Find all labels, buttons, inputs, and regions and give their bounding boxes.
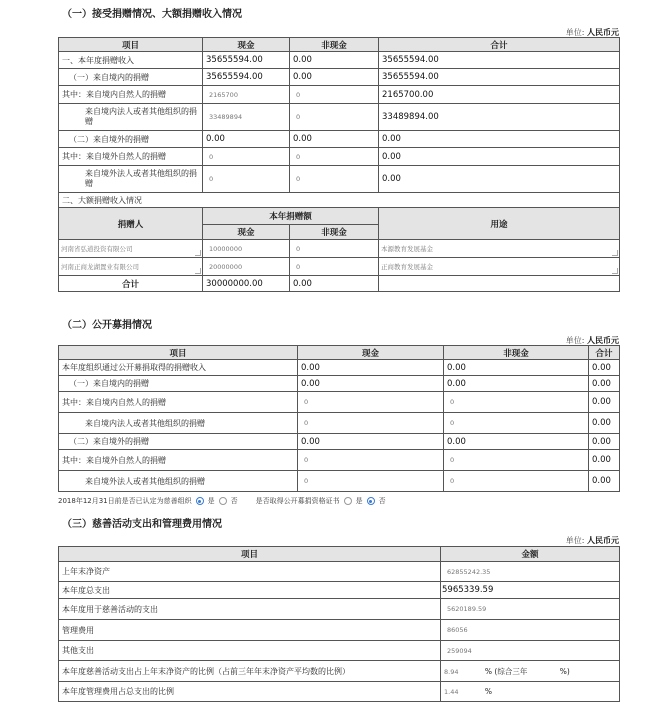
row-label: 其中：来自境内自然人的捐赠 — [59, 86, 203, 104]
table-row — [59, 450, 620, 471]
noncash-input[interactable]: 0 — [444, 392, 589, 413]
noncash-input[interactable]: 0 — [444, 413, 589, 434]
total-field: 35655594.00 — [379, 52, 620, 69]
section1-title: （一）接受捐赠情况、大额捐赠收入情况 — [62, 9, 242, 20]
table-row — [59, 131, 620, 148]
row-label: 来自境外法人或者其他组织的捐赠 — [59, 471, 298, 492]
ratio2-label: 本年度管理费用占总支出的比例 — [59, 682, 441, 702]
ratio1-label: 本年度慈善活动支出占上年末净资产的比例（占前三年年末净资产平均数的比例） — [59, 661, 441, 682]
fundraising-yes-label: 是 — [355, 497, 363, 505]
row-label: 一、本年度捐赠收入 — [59, 52, 203, 69]
total-field: 33489894.00 — [379, 104, 620, 131]
total-field: 0.00 — [589, 434, 620, 450]
donation-table — [58, 37, 620, 292]
table-row — [59, 276, 620, 292]
use-input[interactable]: 正商教育发展基金 — [379, 258, 620, 276]
table-row — [59, 413, 620, 434]
cash-input[interactable]: 10000000 — [203, 240, 290, 258]
row-label: 其中：来自境内自然人的捐赠 — [59, 392, 298, 413]
noncash-field[interactable]: 0.00 — [290, 52, 379, 69]
col-header-cash: 现金 — [298, 346, 444, 360]
noncash-field[interactable]: 0.00 — [444, 434, 589, 450]
noncash-input[interactable]: 0 — [290, 148, 379, 166]
row-label: 来自境外法人或者其他组织的捐赠 — [59, 166, 203, 193]
table-row — [59, 620, 620, 641]
ratio1-percent: % — [484, 666, 493, 676]
section3-title: （三）慈善活动支出和管理费用情况 — [62, 519, 222, 530]
col-header-noncash: 非现金 — [290, 225, 379, 240]
total-field: 0.00 — [589, 392, 620, 413]
fundraising-no-label: 否 — [378, 497, 386, 505]
col-header-donor: 捐赠人 — [59, 208, 203, 240]
table-row — [59, 360, 620, 376]
charity-yes-label: 是 — [207, 497, 215, 505]
row-label: 本年度用于慈善活动的支出 — [59, 599, 441, 620]
amount-input[interactable]: 62855242.35 — [441, 562, 620, 582]
unit-value: 人民币元 — [587, 536, 619, 545]
ratio1-input[interactable]: 8.94 — [444, 667, 459, 676]
col-header-item: 项目 — [59, 38, 203, 52]
total-cash: 30000000.00 — [203, 276, 290, 292]
row-label: 其中：来自境外自然人的捐赠 — [59, 450, 298, 471]
cash-field[interactable]: 0.00 — [298, 376, 444, 392]
col-header-cash: 现金 — [203, 225, 290, 240]
noncash-input[interactable]: 0 — [444, 450, 589, 471]
section2-title: （二）公开募捐情况 — [62, 320, 152, 331]
amount-input[interactable]: 259094 — [441, 641, 620, 661]
large-donation-title: 二、大额捐赠收入情况 — [59, 193, 620, 208]
table-row — [59, 661, 620, 682]
total-field: 0.00 — [589, 376, 620, 392]
cash-input[interactable]: 0 — [298, 392, 444, 413]
total-field: 35655594.00 — [379, 69, 620, 86]
col-header-amount: 金额 — [441, 547, 620, 562]
unit-label: 单位: — [565, 336, 585, 345]
noncash-input[interactable]: 0 — [290, 166, 379, 193]
total-use — [379, 276, 620, 292]
table-row — [59, 148, 620, 166]
table-row — [59, 682, 620, 702]
row-label: 其他支出 — [59, 641, 441, 661]
col-header-amount: 本年捐赠额 — [203, 208, 379, 225]
noncash-field[interactable]: 0.00 — [444, 360, 589, 376]
col-header-total: 合计 — [589, 346, 620, 360]
total-field: 0.00 — [589, 413, 620, 434]
ratio1-note: (综合三年 — [494, 666, 528, 676]
cash-input[interactable]: 33489894 — [203, 104, 290, 131]
ratio1-percent2: %) — [559, 666, 570, 676]
row-label: 本年度总支出 — [59, 582, 441, 599]
cash-field[interactable]: 0.00 — [298, 360, 444, 376]
cash-input[interactable]: 0 — [298, 471, 444, 492]
fundraising-yes-radio[interactable] — [344, 497, 352, 505]
noncash-input[interactable]: 0 — [444, 471, 589, 492]
table-row — [59, 240, 620, 258]
cash-input[interactable]: 2165700 — [203, 86, 290, 104]
noncash-input[interactable]: 0 — [290, 86, 379, 104]
table-row — [59, 52, 620, 69]
cash-field[interactable]: 35655594.00 — [203, 69, 290, 86]
total-label: 合计 — [59, 276, 203, 292]
ratio2-cell — [441, 682, 620, 702]
row-label: （二）来自境外的捐赠 — [59, 434, 298, 450]
charity-yes-radio[interactable] — [196, 497, 204, 505]
ratio2-input[interactable]: 1.44 — [444, 688, 459, 696]
noncash-input[interactable]: 0 — [290, 258, 379, 276]
table-row — [59, 434, 620, 450]
cash-input[interactable]: 0 — [203, 166, 290, 193]
table-row — [59, 641, 620, 661]
table-row — [59, 104, 620, 131]
total-field: 0.00 — [379, 131, 620, 148]
expenditure-table — [58, 546, 620, 702]
table-row — [59, 193, 620, 208]
row-label: 管理费用 — [59, 620, 441, 641]
amount-field: 5965339.59 — [441, 582, 620, 599]
cash-input[interactable]: 0 — [298, 450, 444, 471]
donor-input[interactable]: 河南省弘道投资有限公司 — [59, 240, 203, 258]
total-field: 0.00 — [379, 148, 620, 166]
table-row — [59, 258, 620, 276]
row-label: （一）来自境内的捐赠 — [59, 376, 298, 392]
cash-field[interactable]: 0.00 — [298, 434, 444, 450]
table-row — [59, 69, 620, 86]
amount-input[interactable]: 5620189.59 — [441, 599, 620, 620]
qualification-row — [58, 495, 386, 507]
total-noncash: 0.00 — [290, 276, 379, 292]
charity-question: 2018年12月31日前是否已认定为慈善组织 — [58, 497, 192, 505]
table-row — [59, 86, 620, 104]
use-input[interactable]: 本源教育发展基金 — [379, 240, 620, 258]
noncash-field[interactable]: 0.00 — [444, 376, 589, 392]
col-header-noncash: 非现金 — [290, 38, 379, 52]
col-header-use: 用途 — [379, 208, 620, 240]
table-row — [59, 599, 620, 620]
table-row — [59, 471, 620, 492]
amount-input[interactable]: 86056 — [441, 620, 620, 641]
col-header-item: 项目 — [59, 547, 441, 562]
total-field: 0.00 — [589, 360, 620, 376]
unit-value: 人民币元 — [587, 28, 619, 37]
unit-value: 人民币元 — [587, 336, 619, 345]
noncash-field[interactable]: 0.00 — [290, 69, 379, 86]
cash-input[interactable]: 0 — [298, 413, 444, 434]
fundraising-question: 是否取得公开募捐资格证书 — [255, 497, 340, 505]
section3-unit — [566, 535, 619, 546]
row-label: 其中：来自境外自然人的捐赠 — [59, 148, 203, 166]
noncash-input[interactable]: 0 — [290, 240, 379, 258]
table-row — [59, 166, 620, 193]
cash-field[interactable]: 0.00 — [203, 131, 290, 148]
row-label: 来自境内法人或者其他组织的捐赠 — [59, 413, 298, 434]
ratio2-percent: % — [484, 687, 493, 696]
row-label: 上年末净资产 — [59, 562, 441, 582]
total-field: 0.00 — [379, 166, 620, 193]
col-header-total: 合计 — [379, 38, 620, 52]
cash-field[interactable]: 35655594.00 — [203, 52, 290, 69]
table-row — [59, 582, 620, 599]
noncash-field[interactable]: 0.00 — [290, 131, 379, 148]
row-label: 来自境内法人或者其他组织的捐赠 — [59, 104, 203, 131]
charity-no-label: 否 — [230, 497, 238, 505]
donor-input[interactable]: 河南正商龙湖置业有限公司 — [59, 258, 203, 276]
fundraising-no-radio[interactable] — [367, 497, 375, 505]
row-label: （二）来自境外的捐赠 — [59, 131, 203, 148]
table-row — [59, 376, 620, 392]
row-label: （一）来自境内的捐赠 — [59, 69, 203, 86]
table-row — [59, 208, 620, 225]
unit-label: 单位: — [565, 536, 585, 545]
total-field: 0.00 — [589, 471, 620, 492]
col-header-noncash: 非现金 — [444, 346, 589, 360]
cash-input[interactable]: 0 — [203, 148, 290, 166]
cash-input[interactable]: 20000000 — [203, 258, 290, 276]
total-field: 0.00 — [589, 450, 620, 471]
public-fundraising-table — [58, 345, 620, 492]
col-header-item: 项目 — [59, 346, 298, 360]
table-row — [59, 562, 620, 582]
noncash-input[interactable]: 0 — [290, 104, 379, 131]
ratio1-cell — [441, 661, 620, 682]
unit-label: 单位: — [565, 28, 585, 37]
charity-no-radio[interactable] — [219, 497, 227, 505]
total-field: 2165700.00 — [379, 86, 620, 104]
table-row — [59, 392, 620, 413]
col-header-cash: 现金 — [203, 38, 290, 52]
row-label: 本年度组织通过公开募捐取得的捐赠收入 — [59, 360, 298, 376]
